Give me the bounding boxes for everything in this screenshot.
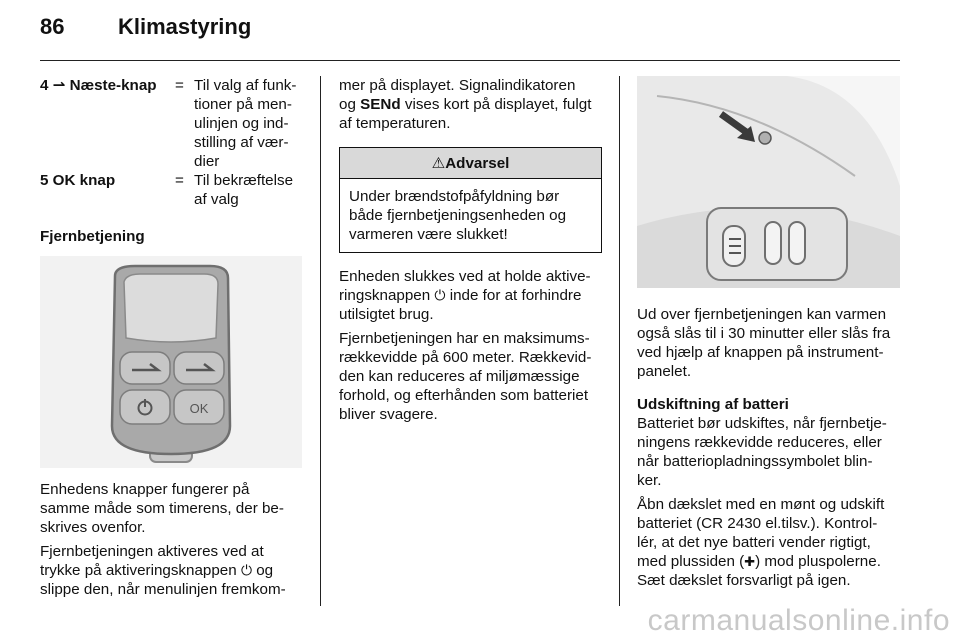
- column-divider-left: [320, 76, 321, 606]
- paragraph-signal-text-b: vises kort på displayet, fulgt af temperaturen.: [339, 96, 592, 132]
- plus-icon: ✚: [744, 554, 756, 569]
- page-number: 86: [40, 14, 65, 39]
- button-definitions: [40, 76, 302, 209]
- definition-term-ok: 5 OK knap: [40, 172, 116, 189]
- column-middle: [339, 76, 602, 429]
- column-right: [637, 76, 900, 595]
- instrument-panel-figure: [637, 76, 900, 288]
- paragraph-activation-text-a: Fjernbetjeningen aktiveres ved at trykke på aktiveringsknappen: [40, 543, 264, 579]
- definition-term-next: 4 ⇀ Næste-knap: [40, 77, 157, 94]
- column-divider-right: [619, 76, 620, 606]
- section-title-remote: Fjernbetjening: [40, 228, 145, 245]
- header-rule: [40, 60, 900, 61]
- paragraph-buttons: Enhedens knapper fungerer på samme måde som timerens, der be- skrives ovenfor.: [40, 481, 284, 536]
- paragraph-battery-steps-text-a: Åbn dækslet med en mønt og udskift batteriet (CR 2430 el.tilsv.). Kontrol- lér, at det nye batteri vender rigtigt, med plussiden (: [637, 496, 885, 570]
- warning-box: [339, 147, 602, 253]
- paragraph-signal: [339, 76, 602, 133]
- remote-control-illustration: [40, 256, 302, 468]
- paragraph-signal-text-a: mer på displayet. Signalindikatoren og: [339, 77, 576, 113]
- paragraph-shutdown: [339, 267, 602, 324]
- signal-indicator-label: SENd: [360, 96, 401, 113]
- definition-separator: =: [175, 77, 184, 94]
- instrument-panel-illustration: [637, 76, 900, 288]
- heater-button-icon: [759, 132, 771, 144]
- paragraph-battery-steps: [637, 495, 900, 590]
- warning-title: Advarsel: [445, 155, 510, 172]
- definition-desc-next: Til valg af funk- tioner på men- ulinjen og ind- stilling af vær- dier: [194, 77, 297, 170]
- watermark: carmanualsonline.info: [647, 604, 950, 637]
- definition-separator: =: [175, 172, 184, 189]
- remote-control-figure: [40, 256, 302, 468]
- paragraph-shutdown-text-b: inde for at forhindre utilsigtet brug.: [339, 287, 582, 323]
- column-left: [40, 76, 302, 604]
- power-icon: ⏻: [434, 287, 446, 303]
- remote-ok-label: OK: [189, 401, 209, 416]
- paragraph-activation: [40, 542, 302, 599]
- section-title-battery: Udskiftning af batteri: [637, 396, 789, 413]
- paragraph-instrument-button: Ud over fjernbetjeningen kan varmen også slås til i 30 minutter eller slås fra ved hjælp af knappen på instrument- panelet.: [637, 306, 891, 380]
- warning-header: [340, 148, 601, 179]
- definition-desc-ok: Til bekræftelse af valg: [194, 172, 294, 208]
- warning-body: Under brændstofpåfyldning bør både fjernbetjeningsenheden og varmeren være slukket!: [349, 188, 567, 243]
- page-title: Klimastyring: [118, 14, 252, 39]
- warning-triangle-icon: ⚠: [431, 155, 446, 172]
- paragraph-range: Fjernbetjeningen har en maksimums- rækkevidde på 600 meter. Rækkevid- den kan reduceres af miljømæssige forhold, og efterhånden som batteriet bliver svagere.: [339, 330, 592, 423]
- power-icon: ⏻: [240, 562, 253, 578]
- paragraph-shutdown-text-a: Enheden slukkes ved at holde aktive- ringsknappen: [339, 268, 591, 304]
- paragraph-activation-text-b: og slippe den, når menulinjen fremkom-: [40, 562, 286, 598]
- paragraph-battery-steps-text-b: ) mod pluspolerne. Sæt dækslet forsvarligt på igen.: [637, 553, 881, 589]
- paragraph-battery-replace: Batteriet bør udskiftes, når fjernbetje- ningens rækkevidde reduceres, eller når batteriopladningssymbolet blin- ker.: [637, 415, 887, 489]
